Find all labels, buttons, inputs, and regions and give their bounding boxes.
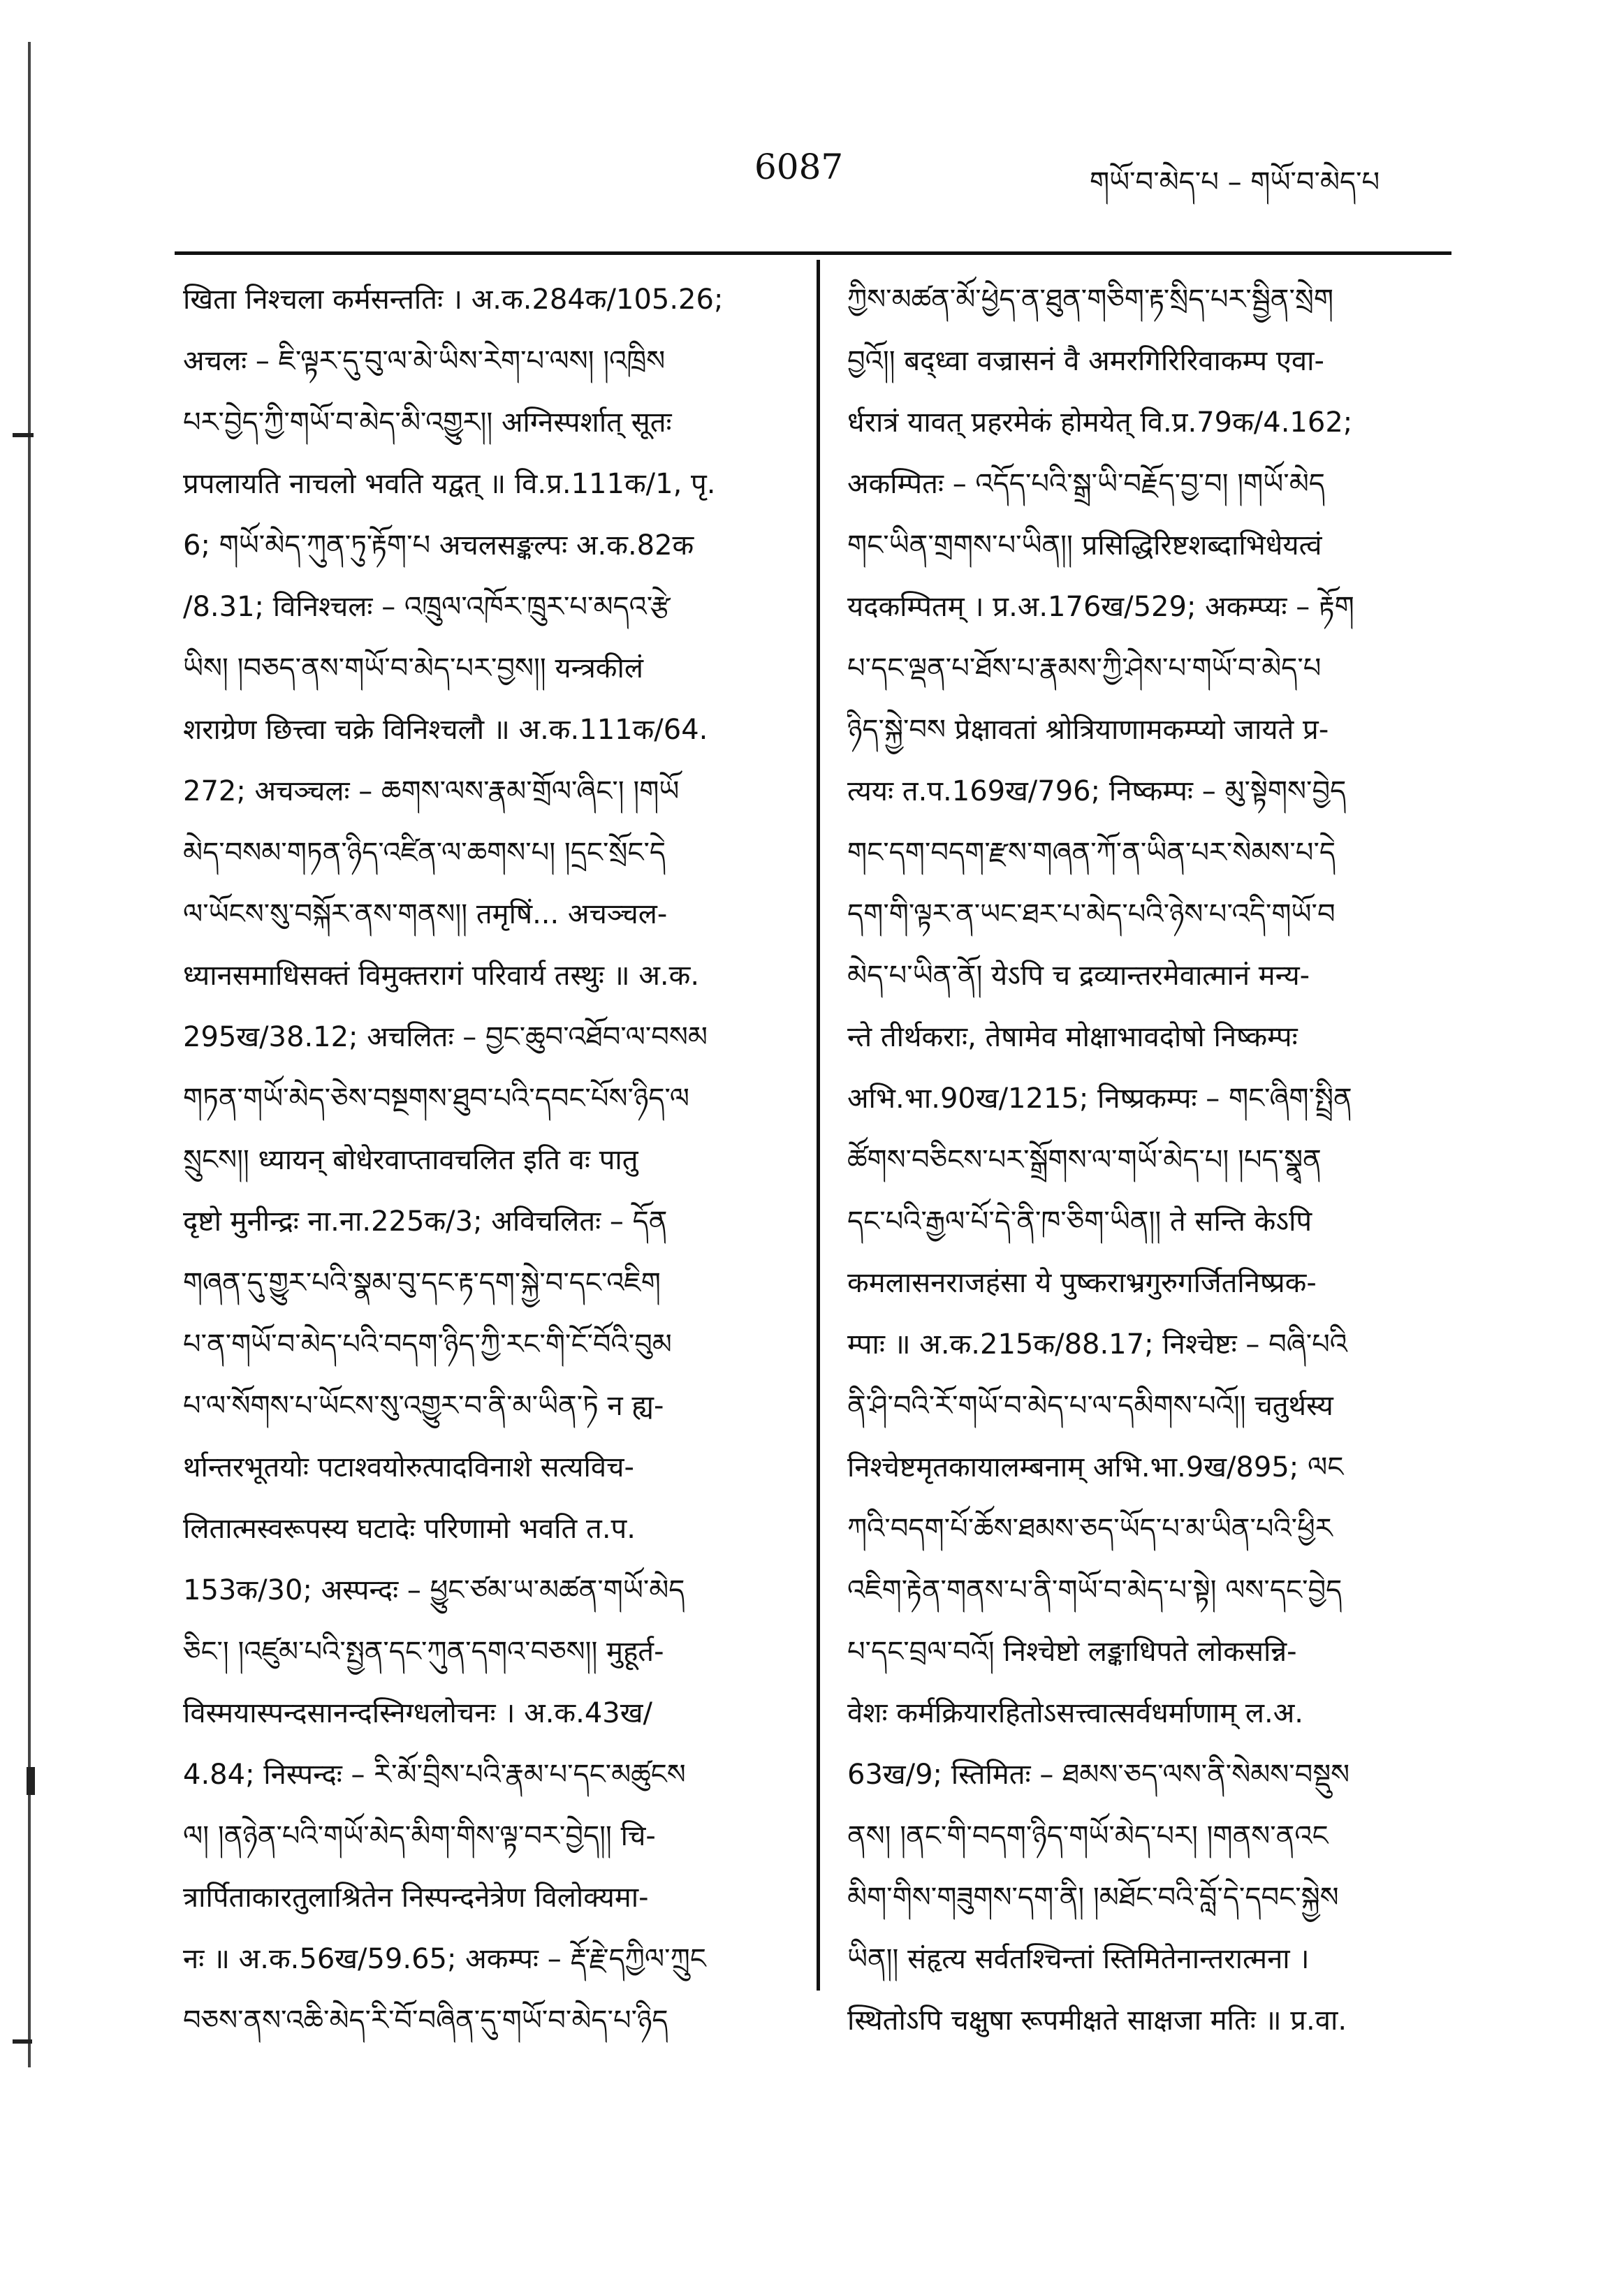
- right-column-line: བྱའོ།། बद्ध्वा वज्रासनं वै अमरगिरिरिवाकम्प एवा-: [847, 345, 1324, 377]
- right-column-line: མིག་གིས་གཟུགས་དག་ནི། །མཐོང་བའི་བློ་དེ་དབང་སྐྱེས: [847, 1882, 1339, 1914]
- right-column-line: ནས། །ནང་གི་བདག་ཉིད་གཡོ་མེད་པར། །གནས་ནའང: [847, 1820, 1329, 1852]
- left-column-line: ध्यानसमाधिसक्तं विमुक्तरागं परिवार्य तस्थुः ॥ अ.क.: [183, 960, 700, 992]
- margin-mark: [13, 2039, 32, 2044]
- left-column-line: प्रपलायति नाचलो भवति यद्वत् ॥ वि.प्र.111क/1, पृ.: [183, 468, 716, 500]
- header-rule: [175, 251, 1451, 255]
- right-column-line: པ་དང་ལྡན་པ་ཐོས་པ་རྣམས་ཀྱི་ཤེས་པ་གཡོ་བ་མེད་པ: [847, 652, 1322, 684]
- right-column-line: པ་དང་བྲལ་བའོ། निश्चेष्टो लङ्काधिपते लोकसन्नि-: [847, 1636, 1297, 1668]
- margin-mark: [27, 1767, 35, 1795]
- left-column-line: མེད་བསམ་གཏན་ཉིད་འཛིན་ལ་ཆགས་པ། །དྲང་སྲོང་དེ: [183, 837, 666, 869]
- right-column-line: ཡིན།། संहृत्य सर्वतश्चिन्तां स्तिमितेनान्तरात्मना ।: [847, 1943, 1310, 1975]
- left-column-line: ལ་ཡོངས་སུ་བསྐོར་ནས་གནས།། तमृषिं... अचञ्चल-: [183, 898, 668, 930]
- left-column-line: दृष्टो मुनीन्द्रः ना.ना.225क/3; अविचलितः – དོན: [183, 1205, 668, 1238]
- left-column-line: པ་ལ་སོགས་པ་ཡོངས་སུ་འགྱུར་བ་ནི་མ་ཡིན་ཏེ न ह्य-: [183, 1390, 664, 1422]
- left-column-line: 6; གཡོ་མེད་ཀུན་ཏུ་རྟོག་པ अचलसङ्कल्पः अ.क.82क: [183, 529, 694, 562]
- right-column-line: अभि.भा.90ख/1215; निष्प्रकम्पः – གང་ཞིག་སྤྲིན: [847, 1083, 1352, 1115]
- column-divider: [817, 260, 820, 1991]
- left-column-line: གཏན་གཡོ་མེད་ཅེས་བསྔགས་ཐུབ་པའི་དབང་པོས་ཉིད་ལ: [183, 1083, 689, 1115]
- left-column-line: त्रार्पिताकारतुलाश्रितेन निस्पन्दनेत्रेण विलोक्यमा-: [183, 1882, 649, 1914]
- left-column-line: 272; अचञ्चलः – ཆགས་ལས་རྣམ་གྲོལ་ཞིང་། །གཡོ: [183, 775, 680, 807]
- margin-mark: [28, 42, 31, 2067]
- left-column-line: नः ॥ अ.क.56ख/59.65; अकम्पः – རྡོ་རྗེ་དཀྱིལ་ཀྲུང: [183, 1943, 706, 1975]
- margin-mark: [13, 433, 34, 437]
- right-column-line: अकम्पितः – འདོད་པའི་སྒྲ་ཡི་བརྗོད་བྱ་བ། །གཡོ་མེད: [847, 468, 1325, 500]
- left-column-line: 153क/30; अस्पन्दः – ཕྱུང་ཙམ་ཡ་མཚན་གཡོ་མེད: [183, 1574, 685, 1606]
- left-column-line: བཅས་ནས་འཆི་མེད་རི་བོ་བཞིན་དུ་གཡོ་བ་མེད་པ་ཉིད: [183, 2005, 668, 2037]
- right-column-line: यदकम्पितम् । प्र.अ.176ख/529; अकम्प्यः – རྟོག: [847, 591, 1354, 623]
- right-column-line: ཉིད་སྐྱེ་བས प्रेक्षावतां श्रोत्रियाणामकम्प्यो जायते प्र-: [847, 714, 1329, 746]
- left-column-line: ཡིས། །བཅད་ནས་གཡོ་བ་མེད་པར་བྱས།། यन्त्रकीलं: [183, 652, 643, 684]
- left-column: [183, 269, 794, 2051]
- right-column-line: ཀའི་བདག་པོ་ཆོས་ཐམས་ཅད་ཡོད་པ་མ་ཡིན་པའི་ཕྱིར: [847, 1513, 1333, 1545]
- right-column-line: གང་དག་བདག་རྫས་གཞན་ཀོ་ན་ཡིན་པར་སེམས་པ་དེ: [847, 837, 1336, 869]
- left-column-line: लितात्मस्वरूपस्य घटादेः परिणामो भवति त.प.: [183, 1513, 636, 1545]
- right-column-line: དག་གི་ལྟར་ན་ཡང་ཐར་པ་མེད་པའི་ཉེས་པ་འདི་གཡོ་བ: [847, 898, 1336, 930]
- right-column-line: कमलासनराजहंसा ये पुष्कराभ्रगुरुगर्जितनिष्प्रक-: [847, 1267, 1317, 1299]
- right-column-line: न्ते तीर्थकराः, तेषामेव मोक्षाभावदोषो निष्कम्पः: [847, 1021, 1298, 1053]
- right-column-line: निश्चेष्टमृतकायालम्बनाम् अभि.भा.9ख/895; ལང: [847, 1451, 1344, 1483]
- left-column-line: སྲུངས།། ध्यायन् बोधेरवाप्तावचलित इति वः पातु: [183, 1144, 638, 1176]
- left-column-line: 4.84; निस्पन्दः – རི་མོ་བྲིས་པའི་རྣམ་པ་དང་མཚུངས: [183, 1759, 686, 1791]
- left-column-line: अचलः – ཇི་ལྟར་དུ་བུ་ལ་མེ་ཡིས་རེག་པ་ལས། །འཁྲིས: [183, 345, 666, 377]
- right-column-line: དང་པའི་རྒྱལ་པོ་དེ་ནི་ཁ་ཅིག་ཡིན།། ते सन्ति केऽपि: [847, 1205, 1312, 1238]
- left-column-line: 295ख/38.12; अचलितः – བྱང་ཆུབ་འཐོབ་ལ་བསམ: [183, 1021, 708, 1053]
- right-column-line: स्थितोऽपि चक्षुषा रूपमीक्षते साक्षजा मतिः ॥ प्र.वा.: [847, 2005, 1347, 2037]
- left-column-line: शराग्रेण छित्त्वा चक्रे विनिश्चलौ ॥ अ.क.111क/64.: [183, 714, 708, 746]
- left-column-line: खिता निश्चला कर्मसन्ततिः । अ.क.284क/105.26;: [183, 284, 724, 316]
- right-column-line: म्पाः ॥ अ.क.215क/88.17; निश्चेष्टः – བཞི་པའི: [847, 1328, 1347, 1361]
- left-column-line: པར་བྱེད་ཀྱི་གཡོ་བ་མེད་མི་འགྱུར།། अग्निस्पर्शात् सूतः: [183, 406, 672, 439]
- right-column-line: र्धरात्रं यावत् प्रहरमेकं होमयेत् वि.प्र.79क/4.162;: [847, 406, 1353, 439]
- running-header: གཡོ་བ་མེད་པ – གཡོ་བ་མེད་པ: [1090, 166, 1380, 198]
- left-column-line: གཞན་དུ་གྱུར་པའི་སྣམ་བུ་དང་རྟ་དག་སྐྱེ་བ་དང་འཇིག: [183, 1267, 661, 1299]
- right-column-line: ནི་ཤི་བའི་རོ་གཡོ་བ་མེད་པ་ལ་དམིགས་པའོ།། चतुर्थस्य: [847, 1390, 1333, 1422]
- left-column-line: ལ། །ནཉེན་པའི་གཡོ་མེད་མིག་གིས་ལྟ་བར་བྱེད།། चि-: [183, 1820, 656, 1852]
- right-column-line: མེད་པ་ཡིན་ནོ། येऽपि च द्रव्यान्तरमेवात्मानं मन्य-: [847, 960, 1310, 992]
- left-column-line: /8.31; विनिश्चलः – འཁྲུལ་འཁོར་ཁྲུར་པ་མདའ་རྩེ: [183, 591, 671, 623]
- right-column-line: 63ख/9; स्तिमितः – ཐམས་ཅད་ལས་ནི་སེམས་བསྡུས: [847, 1759, 1350, 1791]
- right-column: [847, 269, 1441, 2051]
- right-column-line: ཚོགས་བཅིངས་པར་སྒྲོགས་ལ་གཡོ་མེད་པ། །པད་སྣྭན: [847, 1144, 1322, 1176]
- left-column-line: र्थान्तरभूतयोः पटाश्वयोरुत्पादविनाशे सत्यविच-: [183, 1451, 634, 1483]
- right-column-line: འཇིག་རྟེན་གནས་པ་ནི་གཡོ་བ་མེད་པ་སྟེ། ལས་དང་བྱེད: [847, 1574, 1343, 1606]
- right-column-line: གང་ཡིན་གྲགས་པ་ཡིན།། प्रसिद्धिरिष्टशब्दाभिधेयत्वं: [847, 529, 1322, 562]
- left-column-line: ཅིང་། །འཛུམ་པའི་སྤྱན་དང་ཀུན་དགའ་བཅས།། मुहूर्त-: [183, 1636, 664, 1668]
- right-column-line: ཀྱིས་མཚན་མོ་ཕྱེད་ན་ཐུན་གཅིག་རྟ་སྲིད་པར་སྦྱིན་སྲེག: [847, 284, 1334, 316]
- left-column-line: པ་ན་གཡོ་བ་མེད་པའི་བདག་ཉིད་ཀྱི་རང་གི་ངོ་བོའི་བུམ: [183, 1328, 672, 1361]
- page-number: 6087: [754, 147, 844, 187]
- right-column-line: त्ययः त.प.169ख/796; निष्कम्पः – མུ་སྟེགས་བྱེད: [847, 775, 1347, 807]
- left-column-line: विस्मयास्पन्दसानन्दस्निग्धलोचनः । अ.क.43ख/: [183, 1697, 652, 1729]
- right-column-line: वेशः कर्मक्रियारहितोऽसत्त्वात्सर्वधर्माणाम् ल.अ.: [847, 1697, 1304, 1729]
